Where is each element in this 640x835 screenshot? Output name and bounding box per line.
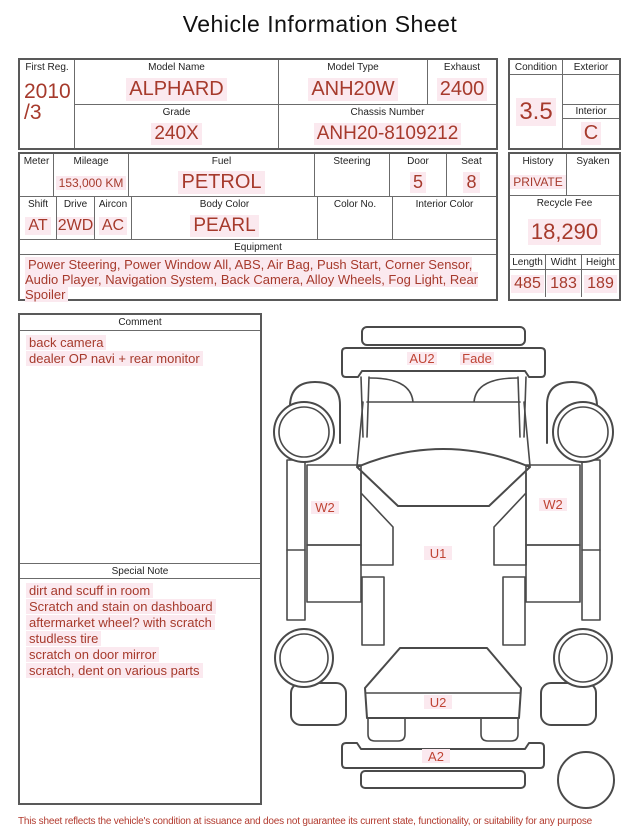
damage-label-w2-left: W2 xyxy=(315,500,335,515)
special-note-line: studless tire xyxy=(26,631,254,647)
car-side xyxy=(274,382,361,725)
color-no-label: Color No. xyxy=(318,197,393,212)
first-reg-value: 2010 /3 xyxy=(24,80,71,124)
special-note-line: scratch, dent on various parts xyxy=(26,663,254,679)
exterior-label: Exterior xyxy=(563,60,619,75)
steering-value xyxy=(315,169,390,196)
fuel-value: PETROL xyxy=(129,169,315,196)
rear-trim-strip xyxy=(361,771,525,788)
page-title: Vehicle Information Sheet xyxy=(182,11,458,37)
interior-color-label: Interior Color xyxy=(415,199,474,210)
syaken-label: Syaken xyxy=(576,156,610,167)
footer-disclaimer: This sheet reflects the vehicle's condition at issuance and does not guarantee its current state, functionality, or suitability for any purpose xyxy=(18,816,593,827)
grade-label: Grade xyxy=(75,104,279,119)
seat-label: Seat xyxy=(461,156,482,167)
interior-value: C xyxy=(563,119,619,148)
drive-label: Drive xyxy=(57,197,95,212)
damage-label-u1: U1 xyxy=(429,546,447,561)
body-color-label: Body Color xyxy=(132,197,318,212)
front-wheel xyxy=(274,402,334,462)
first-reg-label: First Reg. xyxy=(25,62,69,73)
spec-table xyxy=(18,152,498,301)
spare-tire xyxy=(558,752,614,808)
model-name-value: ALPHARD xyxy=(75,75,279,104)
comment-content xyxy=(20,331,260,563)
height-label: Height xyxy=(582,255,619,270)
exhaust-label: Exhaust xyxy=(443,62,481,73)
damage-label-u2: U2 xyxy=(429,695,447,710)
damage-label-a2: A2 xyxy=(428,749,444,764)
dimensions-row xyxy=(510,254,619,297)
body-color-value: PEARL xyxy=(132,212,318,239)
cabin-floor-dome xyxy=(357,449,530,506)
car-damage-diagram xyxy=(263,315,640,812)
damage-label-fade: Fade xyxy=(462,351,492,366)
special-note-line: dirt and scuff in room xyxy=(26,583,254,599)
spec-row-a xyxy=(20,154,496,196)
height-value: 189 xyxy=(582,270,619,297)
comment-label: Comment xyxy=(20,315,260,331)
seat-value: 8 xyxy=(447,169,496,196)
identity-table xyxy=(18,58,498,150)
recycle-fee-label: Recycle Fee xyxy=(510,195,619,210)
exterior-value xyxy=(563,75,619,104)
rear-wheel xyxy=(275,629,333,687)
equipment-value: Power Steering, Power Window All, ABS, Air Bag, Push Start, Corner Sensor, Audio Player, Navigation System, Back Camera, Alloy Wheels, Fog Light, Rear Spoiler xyxy=(25,257,479,302)
condition-label: Condition xyxy=(510,60,563,75)
mileage-value: 153,000 KM xyxy=(54,169,129,196)
door-label: Door xyxy=(390,154,447,169)
model-type-value: ANH20W xyxy=(279,75,428,104)
car-outline xyxy=(274,327,614,808)
width-label: Widht xyxy=(546,255,582,270)
equipment-label: Equipment xyxy=(20,239,496,255)
special-note-line: Scratch and stain on dashboard xyxy=(26,599,254,615)
rear-fender xyxy=(291,683,346,725)
chassis-number-value: ANH20-8109212 xyxy=(279,119,496,148)
door-value: 5 xyxy=(390,169,447,196)
damage-label-au2: AU2 xyxy=(409,351,435,366)
meter-value xyxy=(20,169,54,196)
condition-table xyxy=(508,58,621,150)
comment-box xyxy=(18,313,262,805)
length-label: Length xyxy=(510,255,546,270)
chassis-number-label: Chassis Number xyxy=(279,104,496,119)
comment-line: back camera xyxy=(26,335,254,351)
special-note-line: scratch on door mirror xyxy=(26,647,254,663)
shift-value: AT xyxy=(20,212,57,239)
first-reg-cell xyxy=(20,60,75,148)
width-value: 183 xyxy=(546,270,582,297)
special-note-line: aftermarket wheel? with scratch xyxy=(26,615,254,631)
damage-label-w2-right: W2 xyxy=(543,497,563,512)
steering-label: Steering xyxy=(315,154,390,169)
interior-color-value xyxy=(393,212,496,239)
syaken-value xyxy=(567,169,619,195)
condition-value: 3.5 xyxy=(510,75,563,148)
model-name-label: Model Name xyxy=(75,60,279,75)
rocker-rail xyxy=(287,460,305,620)
aircon-value: AC xyxy=(95,212,132,239)
length-value: 485 xyxy=(510,270,546,297)
history-label: History xyxy=(510,154,567,169)
mileage-label: Mileage xyxy=(54,154,129,169)
drive-value: 2WD xyxy=(57,212,95,239)
aircon-label: Aircon xyxy=(95,197,132,212)
grade-value: 240X xyxy=(75,119,279,148)
exhaust-value: 2400 xyxy=(428,75,496,104)
meter-label: Meter xyxy=(20,154,54,169)
special-note-content xyxy=(20,579,260,683)
color-no-value xyxy=(318,212,393,239)
shift-label: Shift xyxy=(20,197,57,212)
special-note-label: Special Note xyxy=(20,563,260,579)
history-row xyxy=(510,154,619,195)
front-bumper xyxy=(342,348,545,377)
front-trim-strip xyxy=(362,327,525,345)
spec-row-b xyxy=(20,196,496,239)
model-type-label: Model Type xyxy=(279,60,428,75)
comment-line: dealer OP navi + rear monitor xyxy=(26,351,254,367)
interior-label: Interior xyxy=(563,104,619,119)
history-value: PRIVATE xyxy=(510,169,567,195)
history-fee-table xyxy=(508,152,621,301)
damage-labels xyxy=(311,351,567,764)
fuel-label: Fuel xyxy=(129,154,315,169)
recycle-fee-value: 18,290 xyxy=(510,210,619,254)
